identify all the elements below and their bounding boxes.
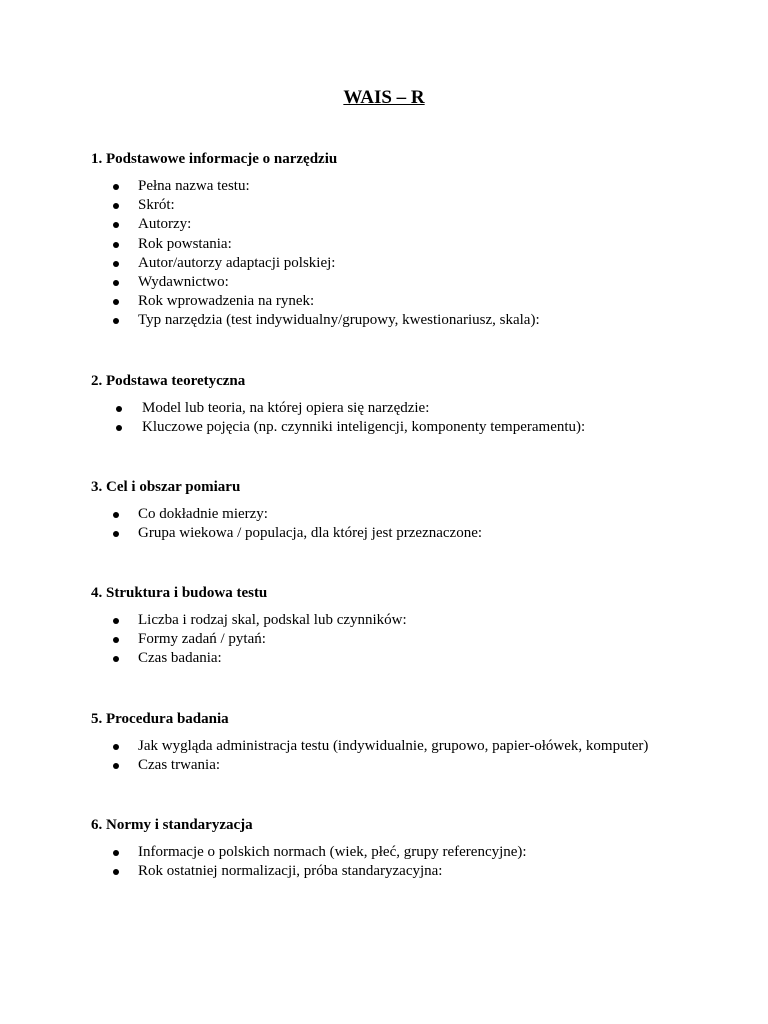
- list-item: [91, 524, 731, 543]
- list-item: [91, 292, 731, 311]
- list-item-text: Jak wygląda administracja testu (indywidualnie, grupowo, papier-ołówek, komputer): [138, 738, 649, 754]
- list-item: [91, 862, 731, 881]
- bullet-list: [91, 399, 731, 437]
- list-item-text: Kluczowe pojęcia (np. czynniki inteligencji, komponenty temperamentu):: [142, 419, 586, 436]
- list-item: [91, 611, 731, 630]
- list-item: [91, 254, 731, 273]
- list-item: [91, 399, 731, 418]
- list-item-text: Grupa wiekowa / populacja, dla której jest przeznaczone:: [138, 525, 483, 542]
- bullet-icon: [113, 763, 119, 769]
- section-purpose-scope: [91, 478, 731, 543]
- list-item-text: Skrót:: [138, 197, 175, 214]
- list-item-text: Model lub teoria, na której opiera się narzędzie:: [142, 400, 430, 416]
- section-heading: 1. Podstawowe informacje o narzędziu: [91, 151, 338, 167]
- bullet-icon: [113, 318, 119, 324]
- bullet-list: [91, 505, 731, 543]
- document-title: WAIS – R: [343, 87, 425, 108]
- bullet-list: [91, 843, 731, 881]
- list-item-text: Rok powstania:: [138, 235, 232, 252]
- list-item: [91, 273, 731, 292]
- section-procedure: [91, 710, 731, 775]
- section-basic-info: [91, 150, 731, 331]
- bullet-icon: [116, 406, 122, 412]
- list-item-text: Autorzy:: [138, 216, 192, 233]
- bullet-icon: [113, 184, 119, 190]
- bullet-icon: [113, 618, 119, 624]
- list-item-text: Autor/autorzy adaptacji polskiej:: [138, 254, 336, 271]
- list-item-text: Rok ostatniej normalizacji, próba standaryzacyjna:: [138, 863, 443, 880]
- list-item: [91, 177, 731, 196]
- bullet-icon: [113, 531, 119, 537]
- section-heading: 5. Procedura badania: [91, 711, 229, 727]
- list-item-text: Wydawnictwo:: [138, 274, 229, 291]
- bullet-list: [91, 611, 731, 669]
- bullet-icon: [113, 299, 119, 305]
- section-theoretical-basis: [91, 372, 731, 437]
- list-item: [91, 649, 731, 668]
- list-item-text: Typ narzędzia (test indywidualny/grupowy, kwestionariusz, skala):: [138, 312, 540, 329]
- bullet-icon: [113, 744, 119, 750]
- bullet-icon: [113, 637, 119, 643]
- bullet-icon: [113, 203, 119, 209]
- section-norms: [91, 816, 731, 881]
- list-item: [91, 756, 731, 775]
- list-item: [91, 215, 731, 234]
- list-item: [91, 311, 731, 330]
- list-item: [91, 843, 731, 862]
- list-item-text: Czas badania:: [138, 650, 222, 667]
- list-item-text: Co dokładnie mierzy:: [138, 506, 268, 522]
- list-item-text: Czas trwania:: [138, 757, 221, 774]
- bullet-icon: [113, 656, 119, 662]
- list-item-text: Pełna nazwa testu:: [138, 178, 250, 194]
- list-item-text: Formy zadań / pytań:: [138, 631, 266, 648]
- list-item: [91, 630, 731, 649]
- bullet-icon: [113, 869, 119, 875]
- bullet-icon: [113, 242, 119, 248]
- list-item: [91, 418, 731, 437]
- bullet-icon: [113, 280, 119, 286]
- list-item: [91, 235, 731, 254]
- section-structure: [91, 584, 731, 669]
- list-item-text: Rok wprowadzenia na rynek:: [138, 293, 315, 310]
- list-item: [91, 737, 731, 756]
- bullet-icon: [113, 261, 119, 267]
- bullet-icon: [113, 512, 119, 518]
- bullet-list: [91, 177, 731, 331]
- list-item-text: Liczba i rodzaj skal, podskal lub czynników:: [138, 612, 407, 628]
- list-item: [91, 196, 731, 215]
- list-item-text: Informacje o polskich normach (wiek, płeć, grupy referencyjne):: [138, 844, 527, 860]
- list-item: [91, 505, 731, 524]
- section-heading: 6. Normy i standaryzacja: [91, 817, 253, 833]
- bullet-icon: [113, 850, 119, 856]
- section-heading: 3. Cel i obszar pomiaru: [91, 479, 241, 495]
- section-heading: 2. Podstawa teoretyczna: [91, 373, 246, 389]
- bullet-icon: [113, 222, 119, 228]
- bullet-icon: [116, 425, 122, 431]
- bullet-list: [91, 737, 731, 775]
- section-heading: 4. Struktura i budowa testu: [91, 585, 268, 601]
